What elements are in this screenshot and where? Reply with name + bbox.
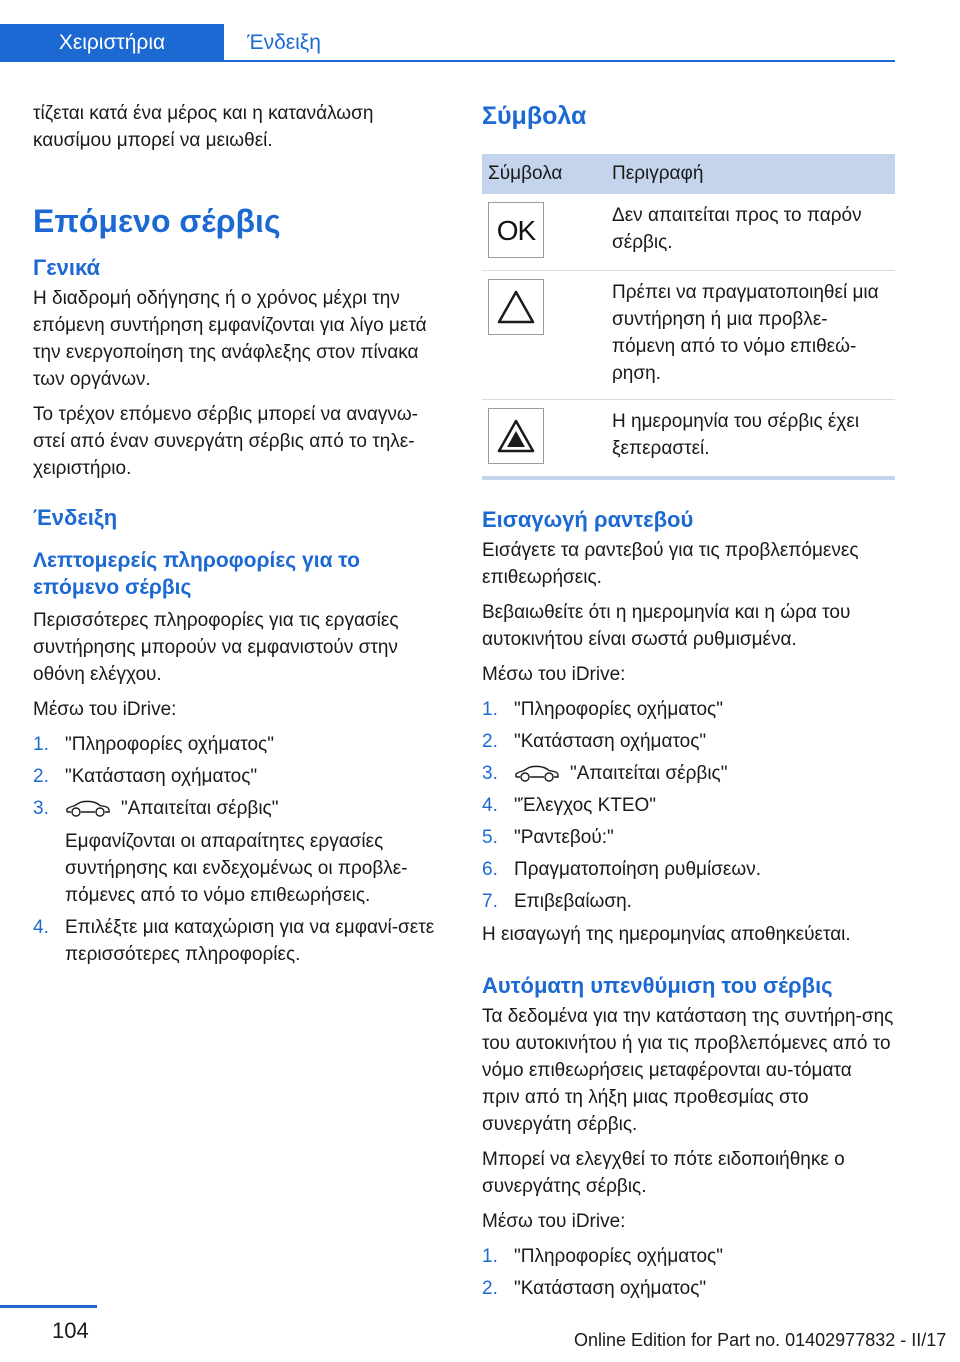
left-column	[33, 100, 445, 974]
display-heading: Ένδειξη	[33, 505, 118, 530]
step-extra-text: Εμφανίζονται οι απαραίτητες εργασίες συντήρησης και ενδεχομένως οι προβλε‐πόμενες από το νόμο επιθεωρήσεις.	[65, 831, 408, 906]
warning-triangle-icon	[488, 279, 544, 335]
step-text: "Κατάσταση οχήματος"	[65, 766, 258, 787]
via-idrive-label: Μέσω του iDrive:	[482, 1211, 626, 1232]
list-item	[33, 731, 445, 758]
step-number: 4.	[482, 795, 498, 816]
step-text: "Πληροφορίες οχήματος"	[514, 1246, 723, 1267]
general-heading: Γενικά	[33, 255, 101, 280]
details-heading: Λεπτομερείς πληροφορίες για το επόμενο σέρβις	[33, 549, 360, 599]
auto-reminder-steps-list	[482, 1243, 894, 1302]
list-item	[482, 792, 894, 819]
step-text: "Απαιτείται σέρβις"	[570, 763, 728, 784]
table-row	[482, 271, 895, 400]
right-column	[482, 100, 894, 1308]
details-paragraph: Περισσότερες πληροφορίες για τις εργασίες συντήρησης μπορούν να εμφανιστούν στην οθόνη ελέγχου.	[33, 610, 399, 685]
list-item	[482, 760, 894, 787]
step-text: "Απαιτείται σέρβις"	[121, 798, 279, 819]
step-number: 6.	[482, 859, 498, 880]
via-idrive-label: Μέσω του iDrive:	[33, 699, 177, 720]
ok-icon: OK	[488, 202, 544, 258]
table-row	[482, 400, 895, 479]
step-number: 1.	[482, 699, 498, 720]
symbols-title: Σύμβολα	[482, 102, 587, 130]
appointment-paragraph-1: Εισάγετε τα ραντεβού για τις προβλεπόμενες επιθεωρήσεις.	[482, 540, 859, 588]
table-cell-description: Η ημερομηνία του σέρβις έχει ξεπεραστεί.	[606, 400, 895, 479]
table-cell-description: Πρέπει να πραγματοποιηθεί μια συντήρηση ή μια προβλε‐πόμενη από το νόμο επιθεώ‐ρηση.	[606, 271, 895, 400]
list-item	[33, 914, 445, 968]
step-number: 2.	[482, 731, 498, 752]
list-item	[482, 1243, 894, 1270]
auto-reminder-heading: Αυτόματη υπενθύμιση του σέρβις	[482, 973, 833, 998]
step-number: 1.	[33, 734, 49, 755]
page-number: 104	[52, 1318, 89, 1343]
appointment-saved-text: Η εισαγωγή της ημερομηνίας αποθηκεύεται.	[482, 924, 851, 945]
page-header	[0, 24, 895, 62]
step-text: "Έλεγχος ΚΤΕΟ"	[514, 795, 657, 816]
step-text: "Κατάσταση οχήματος"	[514, 1278, 707, 1299]
list-item	[33, 763, 445, 790]
step-number: 3.	[482, 763, 498, 784]
general-paragraph-1: Η διαδρομή οδήγησης ή ο χρόνος μέχρι την επόμενη συντήρηση εμφανίζονται για λίγο μετά την ενεργοποίηση της ανάφλεξης στον πίνακα των οργάνων.	[33, 288, 427, 390]
auto-reminder-paragraph-2: Μπορεί να ελεγχθεί το πότε ειδοποιήθηκε ο συνεργάτης σέρβις.	[482, 1149, 845, 1197]
footer-accent-bar	[0, 1305, 97, 1308]
step-text: "Κατάσταση οχήματος"	[514, 731, 707, 752]
appointment-heading: Εισαγωγή ραντεβού	[482, 507, 694, 532]
column-header-symbol: Σύμβολα	[482, 154, 606, 194]
left-steps-list	[33, 731, 445, 968]
step-number: 2.	[33, 766, 49, 787]
step-number: 4.	[33, 917, 49, 938]
step-number: 7.	[482, 891, 498, 912]
tab-section[interactable]: Ένδειξη	[247, 30, 321, 54]
table-row	[482, 194, 895, 271]
tab-chapter[interactable]: Χειριστήρια	[0, 24, 224, 61]
symbols-table	[482, 154, 895, 480]
auto-reminder-paragraph-1: Τα δεδομένα για την κατάσταση της συντήρη‐σης του αυτοκινήτου ή για τις προβλεπόμενες από το νόμο επιθεωρήσεις μεταφέρονται αυ‐τόματα πριν από τη λήξη μιας προθεσμίας στο συνεργάτη σέρβις.	[482, 1006, 894, 1135]
step-number: 5.	[482, 827, 498, 848]
appointment-paragraph-2: Βεβαιωθείτε ότι η ημερομηνία και η ώρα του αυτοκινήτου είναι σωστά ρυθμισμένα.	[482, 602, 851, 650]
step-number: 3.	[33, 798, 49, 819]
appointment-steps-list	[482, 696, 894, 915]
table-cell-description: Δεν απαιτείται προς το παρόν σέρβις.	[606, 194, 895, 271]
edition-label: Online Edition for Part no. 01402977832 - II/17	[574, 1330, 947, 1350]
via-idrive-label: Μέσω του iDrive:	[482, 664, 626, 685]
general-paragraph-2: Το τρέχον επόμενο σέρβις μπορεί να αναγνω‐στεί από έναν συνεργάτη σέρβις από το τηλε‐χειριστήριο.	[33, 404, 418, 479]
section-title: Επόμενο σέρβις	[33, 203, 281, 239]
step-number: 2.	[482, 1278, 498, 1299]
list-item	[482, 888, 894, 915]
car-icon	[65, 800, 111, 818]
step-text: Επιβεβαίωση.	[514, 891, 632, 912]
list-item	[33, 795, 445, 909]
intro-text: τίζεται κατά ένα μέρος και η κατανάλωση καυσίμου μπορεί να μειωθεί.	[33, 103, 374, 151]
list-item	[482, 728, 894, 755]
list-item	[482, 824, 894, 851]
column-header-description: Περιγραφή	[606, 154, 895, 194]
car-icon	[514, 765, 560, 783]
step-text: "Πληροφορίες οχήματος"	[65, 734, 274, 755]
step-text: Πραγματοποίηση ρυθμίσεων.	[514, 859, 761, 880]
list-item	[482, 696, 894, 723]
step-number: 1.	[482, 1246, 498, 1267]
step-text: "Ραντεβού:"	[514, 827, 614, 848]
step-text: Επιλέξτε μια καταχώριση για να εμφανί‐σετε περισσότερες πληροφορίες.	[65, 917, 435, 965]
step-text: "Πληροφορίες οχήματος"	[514, 699, 723, 720]
list-item	[482, 856, 894, 883]
header-divider	[0, 60, 895, 62]
list-item	[482, 1275, 894, 1302]
warning-triangle-filled-icon	[488, 408, 544, 464]
table-header-row	[482, 154, 895, 194]
